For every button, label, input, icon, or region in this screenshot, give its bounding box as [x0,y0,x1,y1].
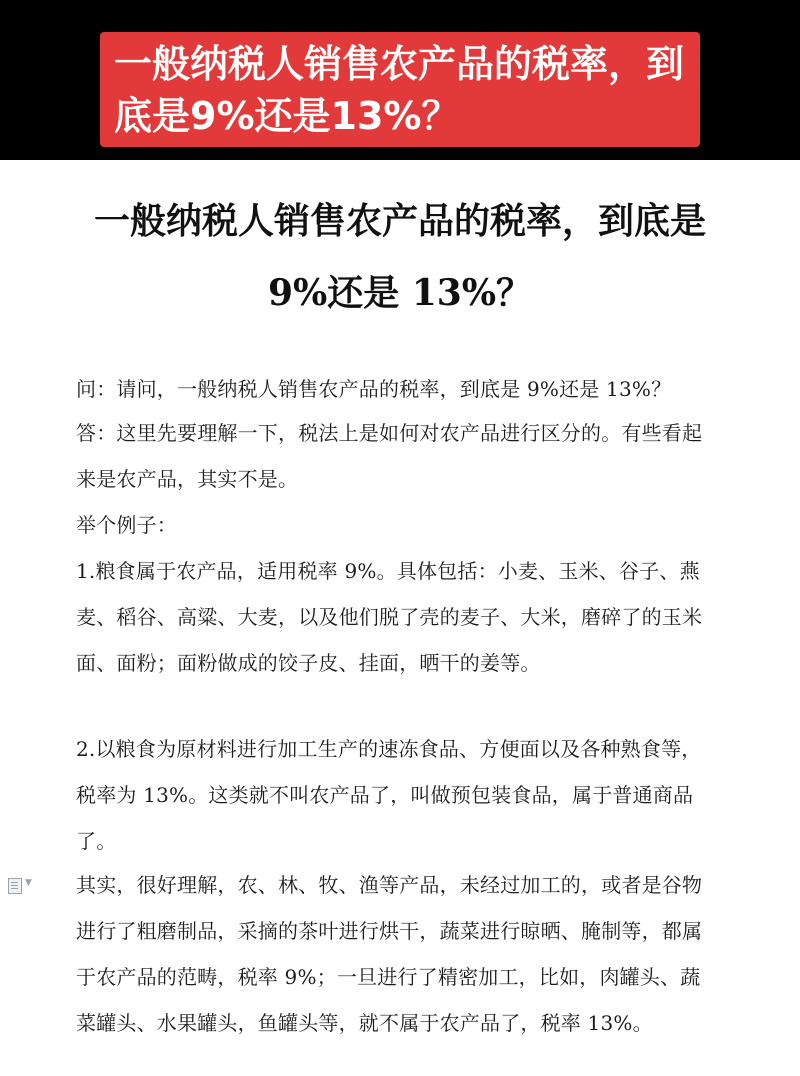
top-banner [0,0,800,160]
document-paragraph-icon[interactable] [8,878,22,894]
document-page [0,160,800,1076]
document-title: 一般纳税人销售农产品的税率，到底是 9%还是 13%？ [93,200,706,314]
paragraph-summary: 其实，很好理解，农、林、牧、渔等产品，未经过加工的，或者是谷物进行了粗磨制品，采摘的茶叶进行烘干，蔬菜进行晾晒、腌制等，都属于农产品的范畴，税率 9%；一旦进行了精密加工，比如，肉罐头、蔬菜罐头、水果罐头，鱼罐头等，就不属于农产品了，税率 13%。 [76,873,703,1035]
paragraph-answer: 答：这里先要理解一下，税法上是如何对农产品进行区分的。有些看起来是农产品，其实不是。 [76,421,703,491]
paragraph-question: 问：请问，一般纳税人销售农产品的税率，到底是 9%还是 13%？ [76,377,672,401]
paragraph-example-heading: 举个例子： [76,513,177,537]
paragraph-item-1: 1.粮食属于农产品，适用税率 9%。具体包括：小麦、玉米、谷子、燕麦、稻谷、高粱、大麦，以及他们脱了壳的麦子、大米，磨碎了的玉米面、面粉；面粉做成的饺子皮、挂面，晒干的姜等。 [76,559,703,675]
paragraph-item-2: 2.以粮食为原材料进行加工生产的速冻食品、方便面以及各种熟食等，税率为 13%。这类就不叫农产品了，叫做预包装食品，属于普通商品了。 [76,737,702,853]
chevron-down-icon[interactable]: ▼ [25,878,32,888]
banner-title: 一般纳税人销售农产品的税率，到底是9%还是13%？ [114,42,685,138]
